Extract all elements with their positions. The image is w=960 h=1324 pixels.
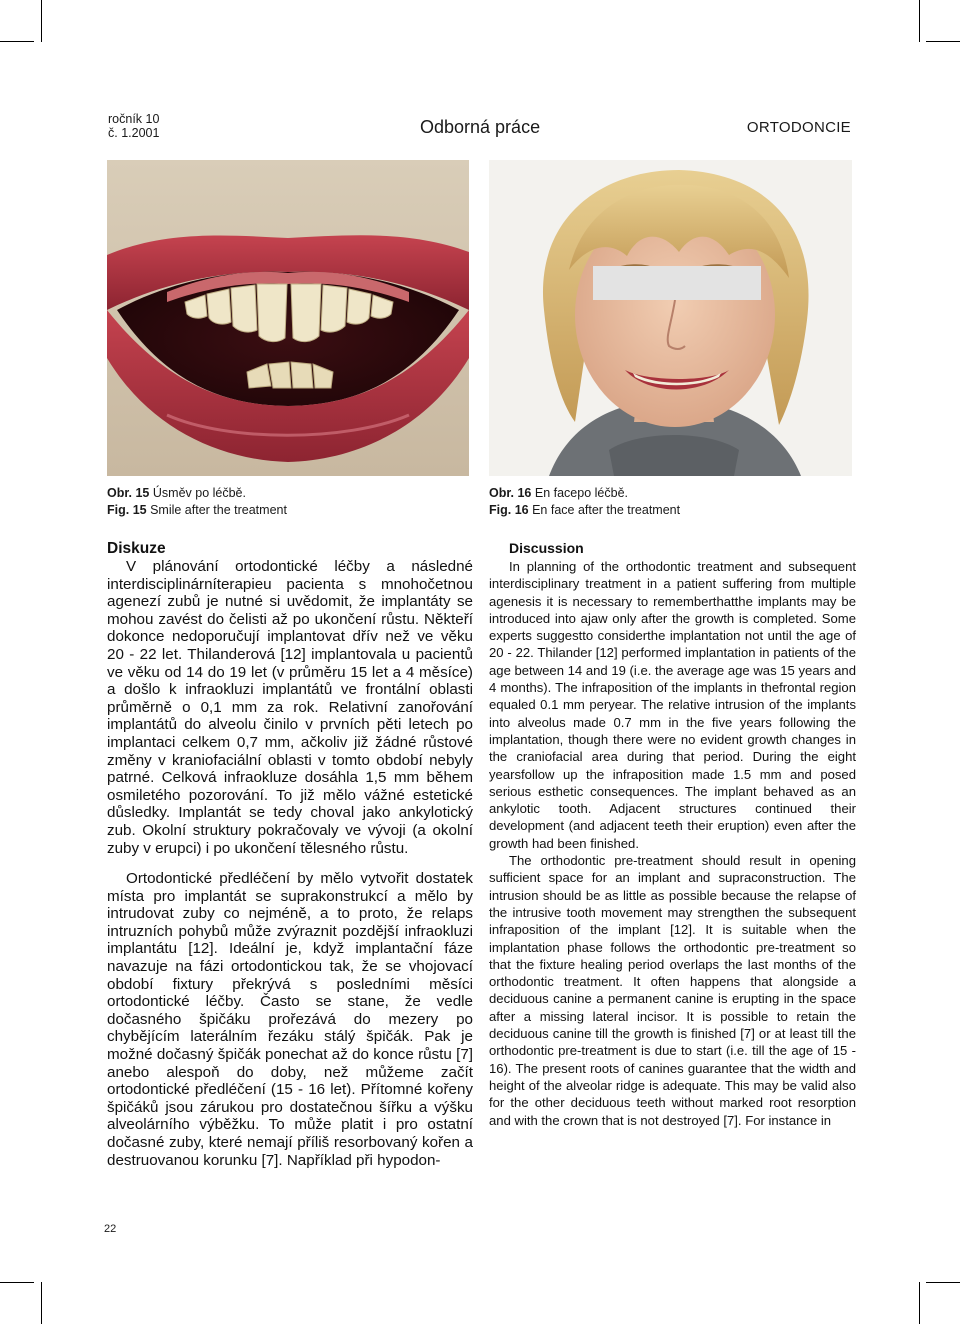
face-illustration — [489, 160, 852, 476]
figure-label: Fig. 16 — [489, 503, 529, 517]
censor-bar — [593, 266, 761, 300]
figure-label: Fig. 15 — [107, 503, 147, 517]
page-number: 22 — [104, 1223, 117, 1235]
issue-info — [108, 112, 159, 140]
caption-text: En face after the treatment — [532, 503, 681, 517]
smile-illustration — [107, 160, 469, 476]
crop-mark — [919, 1282, 920, 1324]
paragraph: In planning of the orthodontic treatment and subsequent interdisciplinary treatment in a patient suffering from multiple agenesis it is necessary to rememberthatthe implants may be introduced into ajaw only after the growth is completed. Some experts suggestto considerthe implantation not until the age of 20 - 22. Thilander [12] performed implantation in patients of the age between 14 and 19 (i.e. the average age was 15 years and 4 months). The infraposition of the implants in thefrontal region equaled 0.1 mm peryear. The relative intrusion of the implants into alveolus made 0.7 mm in the five years following the implantation, though there were no evident growth changes in the craniofacial area during that period. During the eight yearsfollow up the infraposition made 1.5 mm and posed serious esthetic consequences. The implant behaved as an ankylotic tooth. Adjacent structures continued their development (and adjacent teeth their eruption) even after the growth had been finished. — [489, 559, 856, 851]
caption-text: Smile after the treatment — [150, 503, 287, 517]
paragraph: Ortodontické předléčení by mělo vytvořit dostatek místa pro implantát se suprakonstrukcí a mělo by intrudovat zuby co nejméně, a to proto, že relaps intruzních pohybů může zvýraznit pozdější infraokluzi implantátu [12]. Ideální je, když implantační fáze navazuje na fázi ortodontickou tak, že se vhojovací období fixtury překrývá s posledními měsíci ortodontické léčby. Často se stane, že vedle dočasného špičáku prořezává do mezery po chybějícím laterálním řezáku stálý špičák. Pak je možné dočasný špičák ponechat až do konce růstu [7] anebo alespoň do doby, než můžeme začít ortodontické předléčení (15 - 16 let). Přítomné kořeny špičáků jsou zárukou pro dostatečnou šířku a výšku alveolárního výběžku. To může platit i pro ostatní dočasné zuby, které nemají příliš resorbovaný kořen a destruovanou korunku [7]. Například při hypodon- — [107, 870, 473, 1169]
figure-15-caption — [107, 485, 287, 519]
figure-16-face-photo — [489, 160, 852, 476]
text-column-en — [489, 558, 856, 1129]
figure-15-smile-photo — [107, 160, 469, 476]
caption-text: En facepo léčbě. — [534, 486, 628, 500]
volume-label: ročník 10 — [108, 112, 160, 126]
crop-mark — [926, 41, 960, 42]
crop-mark — [41, 0, 42, 42]
crop-mark — [0, 41, 34, 42]
crop-mark — [926, 1282, 960, 1283]
section-heading-cz: Diskuze — [107, 540, 166, 557]
caption-text: Úsměv po léčbě. — [152, 486, 246, 500]
journal-name: ORTODONCIE — [746, 119, 851, 136]
crop-mark — [0, 1282, 34, 1283]
crop-mark — [41, 1282, 42, 1324]
paragraph: The orthodontic pre-treatment should result in opening sufficient space for an implant and supraconstruction. The intrusion should be as little as possible because the relapse of the intrusive tooth movement may strengthen the subsequent infraposition of the implant [12]. It is suitable when the implantation phase follows the orthodontic pre-treatment so that the fixture healing period overlaps the last months of the orthodontic treatment. It often happens that alongside a deciduous canine a permanent canine is erupting in the space after a missing lateral incisor. It is possible to retain the deciduous canine till the growth is finished [7] or at least till the orthodontic pre-treatment is due to start (i.e. till the age of 15 - 16). The present roots of canines guarantee that the width and height of the alveolar ridge is adequate. This may be valid also for the other deciduous teeth without marked root resorption and with the crown that is not destroyed [7]. For instance in — [489, 853, 856, 1128]
figure-label: Obr. 16 — [489, 486, 532, 500]
section-title: Odborná práce — [420, 117, 541, 137]
section-heading-en: Discussion — [509, 540, 584, 556]
text-column-cz — [107, 558, 473, 1169]
figure-label: Obr. 15 — [107, 486, 150, 500]
paragraph: V plánování ortodontické léčby a následné interdisciplinárníterapieu pacienta s mnohočetnou agenezí zubů je nutné si uvědomit, že implantáty se mohou zavést do čelisti až po ukončení růstu. Někteří dokonce nedoporučují implantovat dřív než ve věku 20 - 22 let. Thilanderová [12] implantovala u pacientů ve věku od 14 do 19 let (v průměru 15 let a 4 měsíce) a došlo k infraokluzi implantátů ve frontální oblasti průměrně o 0,1 mm za rok. Relativní zanořování implantátů do alveolu činilo v prvních pěti letech po implantaci celkem 0,7 mm, ačkoliv již žádné růstové změny v kraniofaciální oblasti v tomto období nebyly patrné. Celková infraokluze dosáhla 1,5 mm během osmiletého pozorování. To již mělo vážné estetické důsledky. Implantát se tedy choval jako ankylotický zub. Okolní struktury pokračovaly ve vývoji (a okolní zuby v erupci) i po ukončení tělesného růstu. — [107, 558, 473, 857]
figure-16-caption — [489, 485, 680, 519]
crop-mark — [919, 0, 920, 42]
issue-label: č. 1.2001 — [108, 126, 160, 140]
